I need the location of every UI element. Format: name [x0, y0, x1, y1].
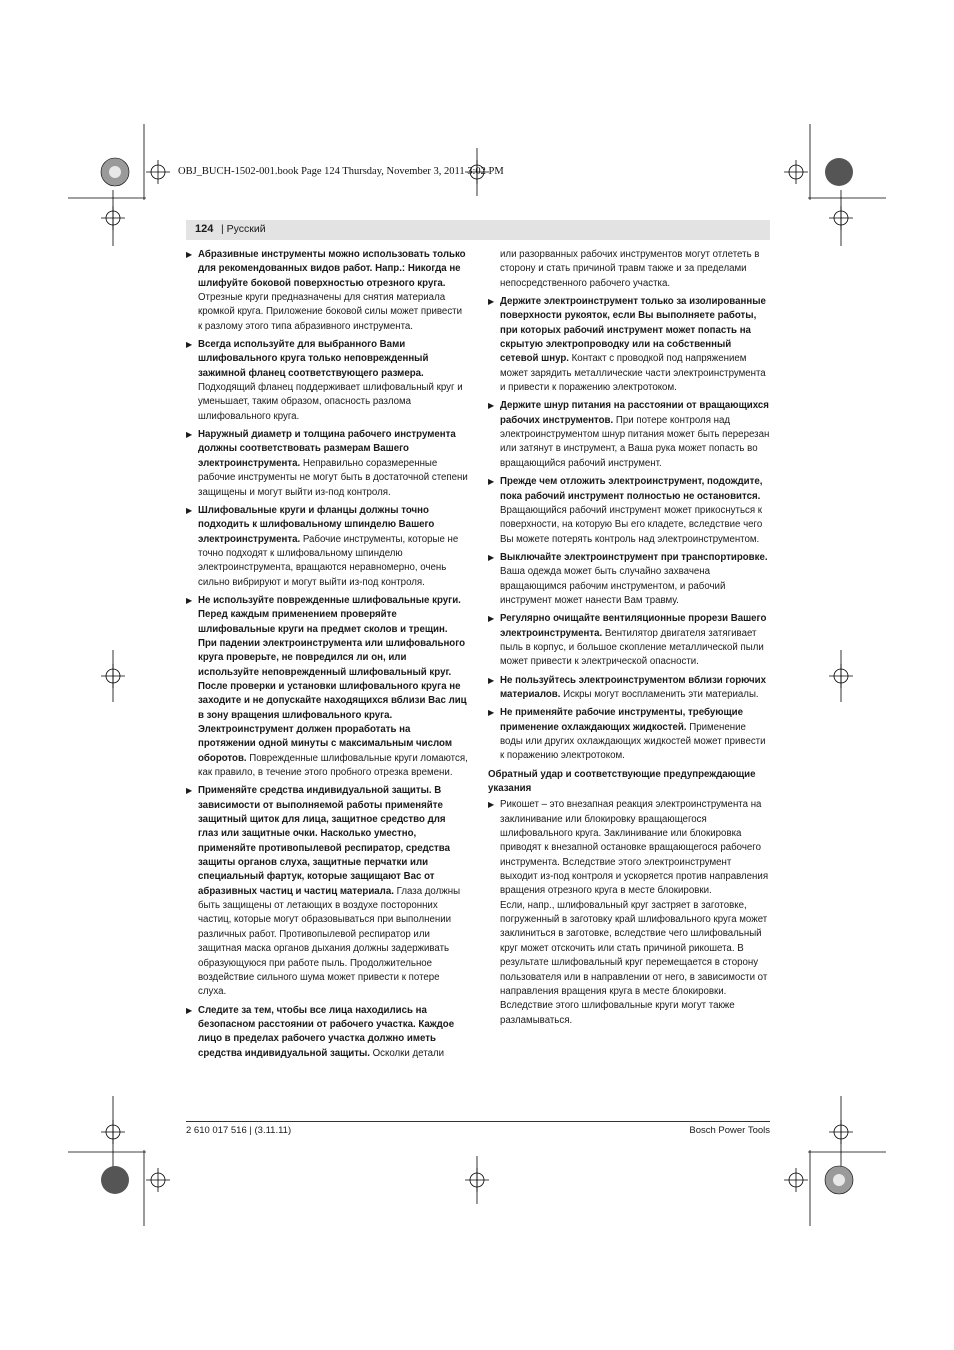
- safety-item: [186, 338, 468, 424]
- item-text: Контакт с проводкой под напряжением может зарядить металлические части электроинструмента и привести к поражению электротоком.: [500, 353, 766, 394]
- bullet-icon: ▶: [488, 297, 495, 307]
- continuation-text: или разорванных рабочих инструментов могут отлететь в сторону и стать причиной травм также и за пределами непосредственного рабочего участка.: [500, 249, 760, 289]
- bullet-icon: ▶: [488, 614, 495, 624]
- right-items: [488, 295, 770, 764]
- bullet-icon: ▶: [186, 250, 193, 259]
- footer-docnumber: 2 610 017 516 | (3.11.11): [186, 1125, 292, 1136]
- item-text: Искры могут воспламенить эти материалы.: [560, 688, 759, 700]
- item-bold-text: Держите электроинструмент только за изолированные поверхности рукояток, если Вы выполняете работы, при которых рабочий инструмент может попасть на скрытую электропроводку или на собственный сетевой шнур.: [500, 296, 766, 365]
- safety-item: [186, 248, 468, 334]
- kickback-item: [488, 798, 770, 898]
- item-text: Вентилятор двигателя затягивает пыль в корпус, и большое скопление металлической пыли может привести к электрической опасности.: [500, 627, 764, 668]
- safety-item: [488, 674, 770, 703]
- left-column: [186, 248, 468, 1065]
- item-text: Осколки детали: [369, 1047, 445, 1059]
- density-patch-bottom-left: [101, 1166, 129, 1194]
- page-number: 124: [195, 223, 214, 235]
- item-text: Рабочие инструменты, которые не точно подходят к шлифовальному шпинделю электроинструмента, вращаются неравномерно, очень сильно вибрируют и могут выйти из-под контроля.: [198, 533, 459, 588]
- item-text: Ваша одежда может быть случайно захвачена вращающимся рабочим инструментом, и рабочий инструмент может нанести Вам травму.: [500, 566, 726, 606]
- item-bold-text: Всегда используйте для выбранного Вами шлифовального круга только неповрежденный зажимной фланец соответствующего размера.: [198, 339, 429, 379]
- safety-item: [488, 706, 770, 763]
- safety-item: [186, 784, 468, 999]
- bullet-icon: ▶: [488, 675, 495, 685]
- registration-target-top-right: [784, 160, 808, 184]
- density-patch-top-right: [825, 158, 853, 186]
- bullet-icon: ▶: [488, 401, 495, 411]
- color-wheel-top-left: [101, 158, 129, 186]
- safety-item: [186, 504, 468, 590]
- safety-item: [488, 551, 770, 608]
- kickback-text: Рикошет – это внезапная реакция электроинструмента на заклинивание или блокировку вращающегося шлифовального круга. Заклинивание или блокировка приводят к внезапной остановке вращающегося рабочего инструмента. Вследствие этого электроинструмент выходит из-под контроля и ускоряется против направления вращения отрезного круга в месте блокировки.: [500, 799, 769, 897]
- safety-item: [186, 428, 468, 500]
- item-text: Неправильно соразмеренные рабочие инструменты не могут быть в достаточной степени защищены и могут выйти из-под контроля.: [198, 457, 468, 498]
- bullet-icon: ▶: [488, 800, 495, 810]
- footer-rule: [186, 1121, 770, 1122]
- item-bold-text: Применяйте средства индивидуальной защиты. В зависимости от выполняемой работы применяйте защитный щиток для лица, защитное средство для глаз или защитные очки. Насколько уместно, применяйте противопылевой респиратор, средства защиты органов слуха, защитные перчатки или специальный фартук, которые защищают Вас от абразивных частиц и частиц материала.: [198, 785, 450, 897]
- safety-item: [186, 1004, 468, 1061]
- item-bold-text: Регулярно очищайте вентиляционные прорези Вашего электроинструмента.: [500, 613, 767, 639]
- registration-target-bottom-right: [784, 1168, 808, 1192]
- safety-item: [186, 594, 468, 780]
- bullet-icon: ▶: [186, 1005, 193, 1015]
- safety-item: [488, 295, 770, 395]
- item-bold-text: Наружный диаметр и толщина рабочего инструмента должны соответствовать размерам Вашего электроинструмента.: [198, 429, 456, 469]
- item-bold-text: Шлифовальные круги и фланцы должны точно подходить к шлифовальному шпинделю Вашего электроинструмента.: [198, 504, 435, 545]
- language-label: Русский: [226, 223, 266, 235]
- item-bold-text: Не пользуйтесь электроинструментом вблизи горючих материалов.: [500, 674, 767, 700]
- kickback-continuation: Если, напр., шлифовальный круг застряет в заготовке, погруженный в заготовку край шлифовального круга может заклиниться в заготовке, вследствие чего шлифовальный круг может отскочить или стать причиной рикошета. В результате шлифовальный круг перемещается в сторону пользователя или в направлении от него, в зависимости от направления вращения круга в месте блокировки. Вследствие этого шлифовальные круги могут также разламываться.: [500, 899, 768, 1026]
- bullet-icon: ▶: [186, 595, 193, 605]
- footer-brand: Bosch Power Tools: [689, 1125, 770, 1136]
- bullet-icon: ▶: [186, 340, 193, 350]
- item-bold-text: Прежде чем отложить электроинструмент, подождите, пока рабочий инструмент полностью не остановится.: [500, 476, 763, 502]
- header-language: | Русский: [221, 223, 266, 235]
- bullet-icon: ▶: [186, 505, 193, 515]
- section-subheading: Обратный удар и соответствующие предупреждающие указания: [488, 768, 756, 795]
- bullet-icon: ▶: [488, 552, 495, 562]
- print-slug: OBJ_BUCH-1502-001.book Page 124 Thursday, November 3, 2011 3:02 PM: [178, 166, 504, 177]
- safety-item: [488, 612, 770, 669]
- color-wheel-bottom-right: [825, 1166, 853, 1194]
- item-text: Вращающийся рабочий инструмент может прикоснуться к поверхности, на которую Вы его кладете, вследствие чего Вы можете потерять контроль над электроинструментом.: [500, 504, 763, 545]
- bullet-icon: ▶: [186, 786, 193, 796]
- bullet-icon: ▶: [186, 430, 193, 440]
- registration-target-bottom-left: [146, 1168, 170, 1192]
- item-text: Применение воды или других охлаждающих жидкостей может привести к поражению электротоком.: [500, 721, 766, 762]
- item-text: Отрезные круги предназначены для снятия материала кромкой круга. Приложение боковой силы может привести к разлому этого типа абразивного инструмента.: [198, 292, 463, 332]
- safety-item: [488, 475, 770, 547]
- item-text: При потере контроля над электроинструментом шнур питания может быть перерезан или затянут в инструмент, а Ваша рука может попасть во вращающийся рабочий инструмент.: [500, 414, 770, 469]
- item-bold-text: Выключайте электроинструмент при транспортировке.: [500, 551, 768, 563]
- item-bold-text: Абразивные инструменты можно использовать только для рекомендованных видов работ. Напр.: Никогда не шлифуйте боковой поверхностью отрезного круга.: [198, 249, 466, 289]
- item-text: Глаза должны быть защищены от летающих в воздухе посторонних частиц, которые могут образовываться при выполнении различных работ. Противопылевой респиратор или защитная маска органов дыхания должны задерживать образующуюся при работе пыль. Продолжительное воздействие сильного шума может привести к потере слуха.: [198, 885, 461, 998]
- item-bold-text: Следите за тем, чтобы все лица находились на безопасном расстоянии от рабочего участка. Каждое лицо в пределах рабочего участка должно иметь средства индивидуальной защиты.: [198, 1004, 455, 1059]
- item-bold-text: Держите шнур питания на расстоянии от вращающихся рабочих инструментов.: [500, 400, 769, 426]
- page-header: [186, 220, 770, 240]
- item-text: Поврежденные шлифовальные круги ломаются, как правило, в течение этого пробного отрезка времени.: [198, 752, 468, 779]
- item-bold-text: Не применяйте рабочие инструменты, требующие применение охлаждающих жидкостей.: [500, 707, 744, 733]
- right-column: [488, 248, 770, 1032]
- bullet-icon: ▶: [488, 708, 495, 718]
- safety-item: [488, 399, 770, 471]
- registration-target-top-left: [146, 160, 170, 184]
- bullet-icon: ▶: [488, 477, 495, 487]
- item-text: Подходящий фланец поддерживает шлифовальный круг и уменьшает, таким образом, опасность разлома шлифовального круга.: [198, 382, 463, 422]
- item-bold-text: Не используйте поврежденные шлифовальные круги. Перед каждым применением проверяйте шлифовальные круги на предмет сколов и трещин. При падении электроинструмента или шлифовального круга проверьте, не повредился ли он, или используйте неповрежденный шлифовальный круг. После проверки и установки шлифовального круга не заходите и не допускайте находящихся вблизи Вас лиц в зону вращения шлифовального круга. Электроинструмент должен проработать на протяжении одной минуты с максимальным числом оборотов.: [198, 594, 467, 764]
